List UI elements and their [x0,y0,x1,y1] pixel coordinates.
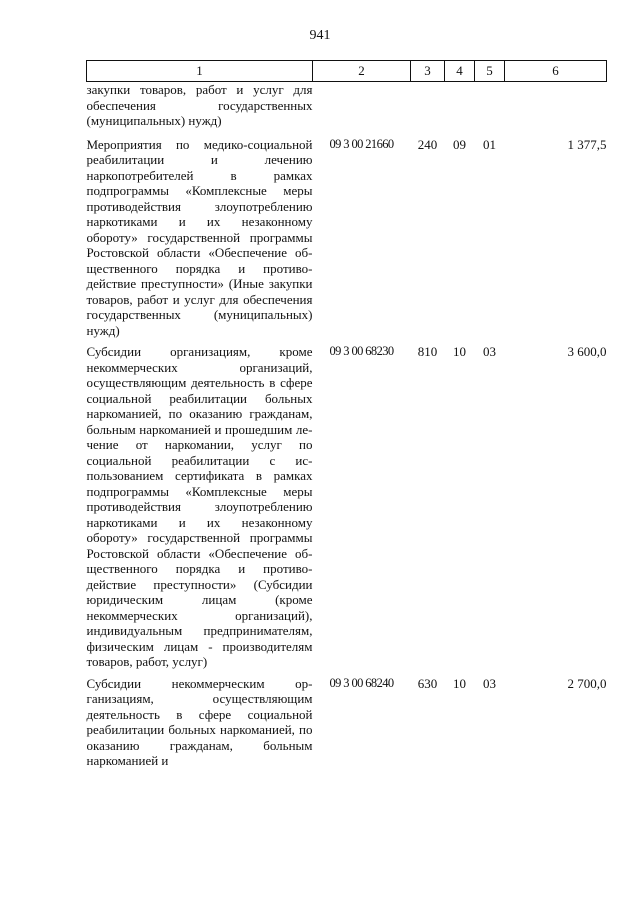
row-description: Мероприятия по медико-социальной реабилитации и лечению наркопотребителей в рамках подпрограммы «Комплексные меры противодействия злоупотреблению наркотиками и их незаконному обороту» государственной программы Ростовской области «Обеспечение общественного порядка и противодействие преступности» (Иные закупки товаров, работ и услуг для обеспечения государственных (муниципальных) нужд) [86,136,313,338]
budget-table [86,60,607,775]
column-header-2: 2 [313,61,411,82]
row-description: Субсидии некоммерческим организациям, осуществляющим деятельность в сфере социальной реабилитации больных наркоманией, по оказанию гражданам, больным наркоманией и [86,675,313,768]
column-header-5: 5 [475,61,505,82]
table-row [87,82,607,137]
row-amount [505,82,607,137]
row-col4 [445,82,475,137]
row-col4: 09 [453,136,466,152]
table-header-row [87,61,607,82]
column-header-3: 3 [411,61,445,82]
column-header-6: 6 [505,61,607,82]
row-col3: 810 [417,344,438,359]
row-code: 09 3 00 68230 [329,344,394,358]
row-col5: 01 [483,136,496,152]
column-header-1: 1 [87,61,313,82]
row-col3 [411,82,445,137]
row-col5: 03 [483,344,496,359]
row-amount: 2 700,0 [567,675,607,691]
row-amount: 3 600,0 [567,344,607,359]
table-row [87,676,607,775]
row-code: 09 3 00 68240 [329,675,394,690]
row-col3: 630 [417,675,438,691]
table-row [87,137,607,345]
row-description: Субсидии организациям, кроме некоммерческих организаций, осуществляющим деятельность в сфере социальной реабилитации больных наркоманией, по оказанию гражданам, больным наркоманией и прошедшим лечение от наркомании, услуг по социальной реабилитации с использованием сертификата в рамках подпрограммы «Комплексные меры противодействия злоупотреблению наркотиками и их незаконному обороту» государственной программы Ростовской области «Обеспечение общественного порядка и противодействие преступности» (Субсидии юридическим лицам (кроме некоммерческих организаций), индивидуальным предпринимателям, физическим лицам - производителям товаров, работ, услуг) [86,344,313,669]
row-col5 [475,82,505,137]
row-col5: 03 [483,675,496,691]
row-amount: 1 377,5 [567,136,607,152]
table-row [87,344,607,676]
page-number: 941 [309,28,331,43]
column-header-4: 4 [445,61,475,82]
row-code: 09 3 00 21660 [329,136,394,151]
row-description: закупки товаров, работ и услуг для обеспечения государственных (муниципальных) нужд) [86,82,313,128]
row-col4: 10 [453,344,466,359]
row-code [313,82,411,137]
row-col3: 240 [417,136,438,152]
row-col4: 10 [453,675,466,691]
